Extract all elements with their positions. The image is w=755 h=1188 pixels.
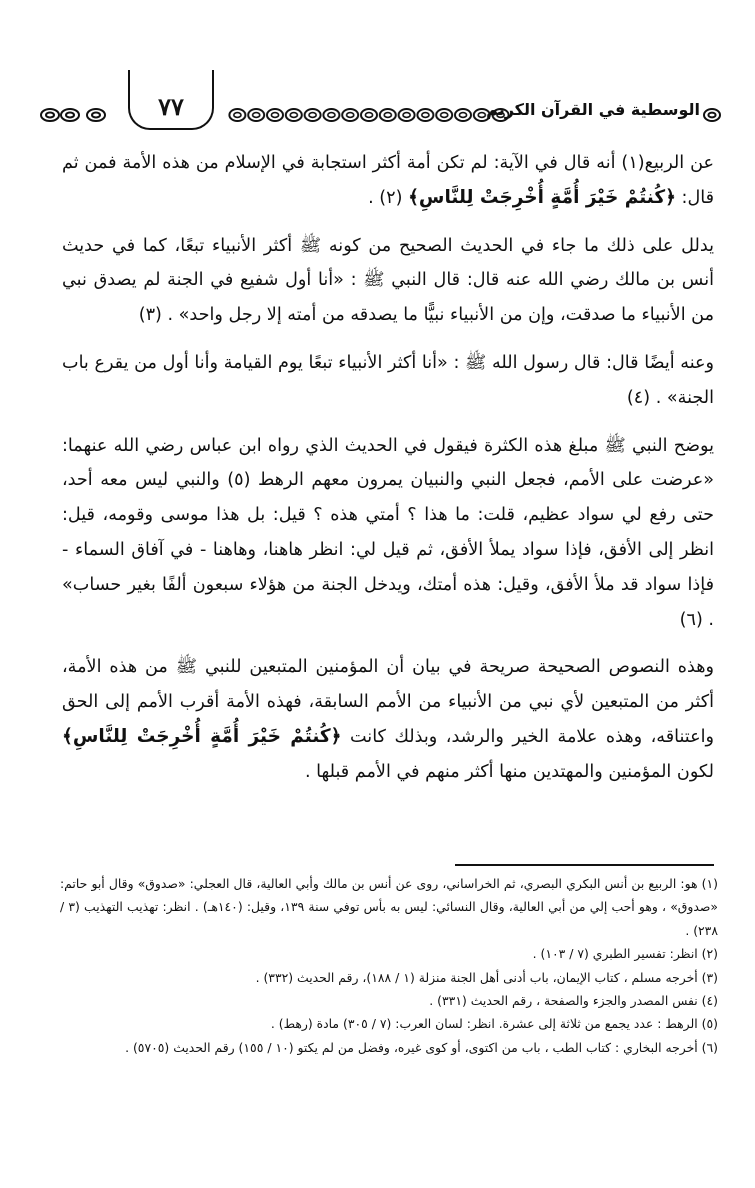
quran-verse: ﴿كُنتُمْ خَيْرَ أُمَّةٍ أُخْرِجَتْ لِلنَّاسِ﴾: [408, 186, 676, 208]
text-segment: عن الربيع(١) أنه قال في الآية: لم تكن أمة أكثر استجابة في الإسلام من هذه الأمة فمن ثم قال:: [62, 153, 715, 208]
text-segment: (٢) .: [368, 187, 409, 208]
footnote: (٢) انظر: تفسير الطبري (٧ / ١٠٣) .: [532, 946, 718, 962]
quran-verse: ﴿كُنتُمْ خَيْرَ أُمَّةٍ أُخْرِجَتْ لِلنَّاسِ﴾: [62, 725, 342, 747]
footnotes: [60, 872, 718, 1059]
footnote: (٤) نفس المصدر والجزء والصفحة ، رقم الحديث (٣٣١) .: [429, 993, 718, 1009]
paragraph: [62, 346, 714, 416]
footnote: (٦) أخرجه البخاري : كتاب الطب ، باب من اكتوى، أو كوى غيره، وفضل من لم يكتو (١٠ / ١٥٥) رقم الحديث (٥٧٠٥) .: [125, 1039, 718, 1055]
paragraph: [62, 146, 714, 216]
text-segment: وهذه النصوص الصحيحة صريحة في بيان أن المؤمنين المتبعين للنبي ﷺ من هذه الأمة، أكثر من المتبعين لأي نبي من الأنبياء من الأمم السابقة، فهذه الأمة أقرب الأمم إلى الحق واعتناقه، وهذه علامة الخير والرشد، وبذلك كانت: [62, 657, 714, 747]
paragraph: [62, 429, 714, 638]
page-header: [38, 84, 720, 142]
text-segment: لكون المؤمنين والمهتدين منها أكثر منهم في الأمم قبلها .: [305, 761, 714, 782]
ornament-border-right: [702, 106, 722, 124]
running-title: الوسطية في القرآن الكريم: [486, 100, 700, 119]
page-number: ٧٧: [128, 84, 214, 130]
ornament-border-middle: [228, 106, 510, 124]
footnote-separator: [455, 864, 714, 866]
footnote: (٥) الرهط : عدد يجمع من ثلاثة إلى عشرة. انظر: لسان العرب: (٧ / ٣٠٥) مادة (رهط) .: [270, 1016, 718, 1032]
text-segment: وعنه أيضًا قال: قال رسول الله ﷺ : «أنا أكثر الأنبياء تبعًا يوم القيامة وأنا أول من يقرع باب الجنة» . (٤): [62, 352, 714, 408]
footnote: (١) هو: الربيع بن أنس البكري البصري، ثم الخراساني، روى عن أنس بن مالك وأبي العالية، قال العجلي: «صدوق» وقال أبو حاتم: «صدوق» ، وهو أحب إلي من أبي العالية، وقال النسائي: ليس به بأس توفي سنة ١٣٩، وقيل: (١٤٠هـ) . انظر: تهذيب التهذيب (٣ / ٢٣٨) .: [60, 876, 719, 938]
paragraph: [62, 650, 714, 789]
text-segment: يدلل على ذلك ما جاء في الحديث الصحيح من كونه ﷺ أكثر الأنبياء تبعًا، كما في حديث أنس بن مالك رضي الله عنه قال: قال النبي ﷺ : «أنا أول شفيع في الجنة لم يصدق نبي من الأنبياء ما صدقت، وإن من الأنبياء نبيًّا ما يصدقه من أمته إلا رجل واحد» . (٣): [62, 235, 714, 326]
ornament-border-left: [38, 106, 112, 124]
footnote: (٣) أخرجه مسلم ، كتاب الإيمان، باب أدنى أهل الجنة منزلة (١ / ١٨٨)، رقم الحديث (٣٣٢) .: [255, 969, 718, 985]
main-text: [62, 146, 714, 803]
paragraph: [62, 229, 714, 333]
text-segment: يوضح النبي ﷺ مبلغ هذه الكثرة فيقول في الحديث الذي رواه ابن عباس رضي الله عنهما: «عرضت على الأمم، فجعل النبي والنبيان يمرون معهم الرهط (٥) والنبي ليس معه أحد، حتى رفع لي سواد عظيم، قلت: ما هذا ؟ أمتي هذه ؟ قيل: بل هذا موسى وقومه، قيل: انظر إلى الأفق، فإذا سواد يملأ الأفق، ثم قيل لي: انظر هاهنا، وهاهنا - في آفاق السماء - فإذا سواد قد ملأ الأفق، وقيل: هذه أمتك، ويدخل الجنة من هؤلاء سبعون ألفًا بغير حساب» . (٦): [62, 435, 714, 630]
